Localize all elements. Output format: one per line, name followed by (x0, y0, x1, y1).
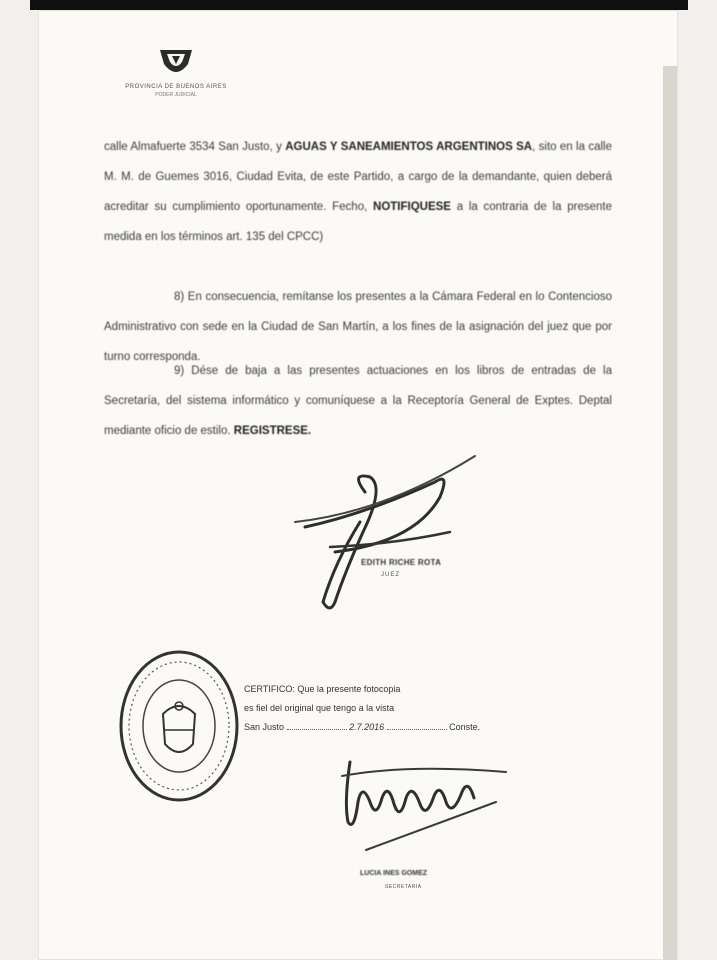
letterhead-org: PROVINCIA DE BUENOS AIRES (125, 84, 227, 90)
secretary-title: SECRETARIA (385, 884, 422, 890)
secretary-name: LUCIA INES GOMEZ (360, 870, 428, 877)
top-dark-band (30, 0, 688, 10)
judge-signature (275, 452, 485, 617)
cert-line-3: San Justo 2.7.2016 Conste. (244, 722, 481, 732)
certification-block (244, 680, 508, 737)
court-crest-icon (154, 46, 198, 82)
letterhead (96, 46, 256, 98)
judge-title: JUEZ (381, 572, 400, 578)
cert-line-2: es fiel del original que tengo a la vista (244, 703, 395, 713)
paragraph-notification: calle Almafuerte 3534 San Justo, y AGUAS Y SANEAMIENTOS ARGENTINOS SA, sito en la calle M. M. de Guemes 3016, Ciudad Evita, de este Partido, a cargo de la demandante, quien deberá acreditar su cumplimiento oportunamente. Fecho, NOTIFIQUESE a la contraria de la presente medida en los términos art. 135 del CPCC) (104, 141, 612, 243)
paragraph-8: 8) En consecuencia, remítanse los presentes a la Cámara Federal en lo Contencioso Administrativo con sede en la Ciudad de San Martín, a los fines de la asignación del juez que por turno corresponda. (104, 291, 612, 363)
page-edge-shadow (663, 66, 677, 960)
court-seal-icon (117, 648, 241, 804)
paragraph-9: 9) Dése de baja a las presentes actuaciones en los libros de entradas de la Secretaría, del sistema informático y comuníquese a la Receptoría General de Exptes. Deptal mediante oficio de estilo. REGISTRESE. (104, 365, 612, 437)
letterhead-sub: PODER JUDICIAL (155, 92, 197, 98)
secretary-signature (336, 742, 516, 862)
cert-line-1: CERTIFICO: Que la presente fotocopia (244, 684, 401, 694)
judge-name: EDITH RICHE ROTA (361, 558, 442, 567)
